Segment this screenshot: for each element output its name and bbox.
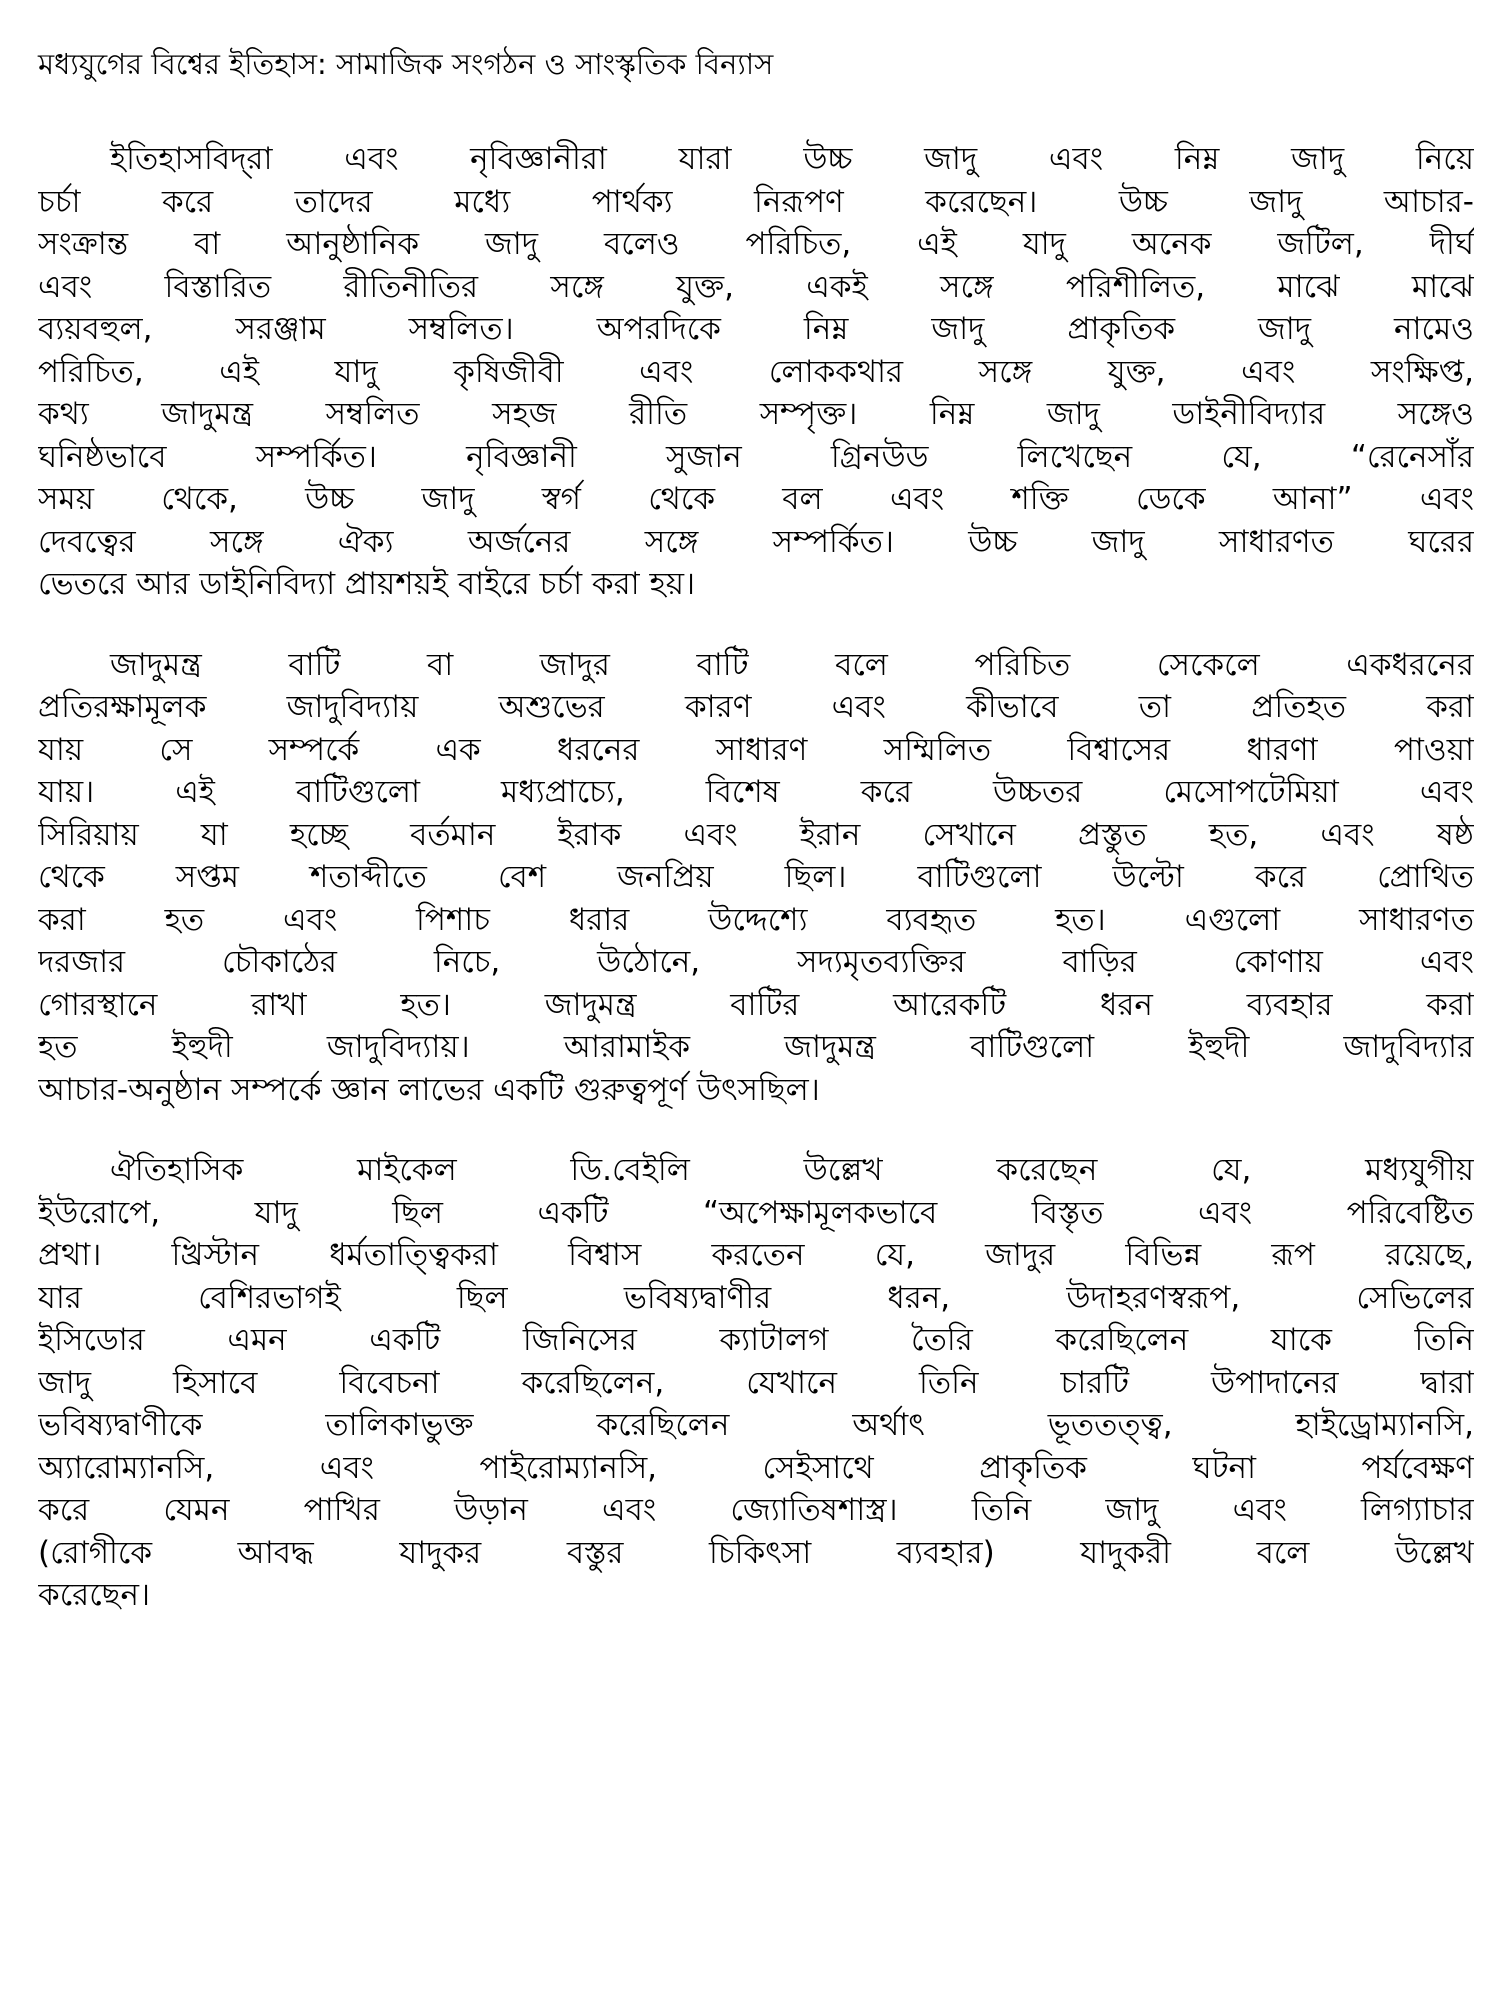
text-line: দরজার চৌকাঠের নিচে, উঠোনে, সদ্যমৃতব্যক্তির বাড়ির কোণায় এবং [38,944,1474,980]
text-line: সংক্রান্ত বা আনুষ্ঠানিক জাদু বলেও পরিচিত, এই যাদু অনেক জটিল, দীর্ঘ [38,226,1474,262]
text-line: গোরস্থানে রাখা হত। জাদুমন্ত্র বাটির আরেকটি ধরন ব্যবহার করা [38,986,1474,1023]
text-line: ঘনিষ্ঠভাবে সম্পর্কিত। নৃবিজ্ঞানী সুজান গ্রিনউড লিখেছেন যে, “রেনেসাঁর [38,438,1474,475]
text-line: ঐতিহাসিক মাইকেল ডি.বেইলি উল্লেখ করেছেন যে, মধ্যযুগীয় [110,1152,1474,1188]
paragraph [38,138,1474,606]
document-body [38,138,1474,1617]
text-line: আচার-অনুষ্ঠান সম্পর্কে জ্ঞান লাভের একটি গুরুত্বপূর্ণ উৎসছিল। [38,1071,820,1108]
document-title: মধ্যযুগের বিশ্বের ইতিহাস: সামাজিক সংগঠন ও সাংস্কৃতিক বিন্যাস [38,47,774,81]
text-line: থেকে সপ্তম শতাব্দীতে বেশ জনপ্রিয় ছিল। বাটিগুলো উল্টো করে প্রোথিত [38,859,1474,895]
document-page [38,40,1474,1655]
text-line: জাদুমন্ত্র বাটি বা জাদুর বাটি বলে পরিচিত সেকেলে একধরনের [110,646,1474,683]
text-line: ইতিহাসবিদ্‌রা এবং নৃবিজ্ঞানীরা যারা উচ্চ জাদু এবং নিম্ন জাদু নিয়ে [110,141,1474,177]
text-line: পরিচিত, এই যাদু কৃষিজীবী এবং লোককথার সঙ্গে যুক্ত, এবং সংক্ষিপ্ত, [38,353,1474,390]
text-line: হত ইহুদী জাদুবিদ্যায়। আরামাইক জাদুমন্ত্র বাটিগুলো ইহুদী জাদুবিদ্যার [38,1029,1474,1065]
text-line: যার বেশিরভাগই ছিল ভবিষ্যদ্বাণীর ধরন, উদাহরণস্বরূপ, সেভিলের [38,1279,1474,1316]
text-line: দেবত্বের সঙ্গে ঐক্য অর্জনের সঙ্গে সম্পর্কিত। উচ্চ জাদু সাধারণত ঘরের [38,523,1474,560]
text-line: চর্চা করে তাদের মধ্যে পার্থক্য নিরূপণ করেছেন। উচ্চ জাদু আচার- [38,183,1474,220]
text-line: কথ্য জাদুমন্ত্র সম্বলিত সহজ রীতি সম্পৃক্ত। নিম্ন জাদু ডাইনীবিদ্যার সঙ্গেও [38,396,1474,432]
text-line: ভেতরে আর ডাইনিবিদ্যা প্রায়শয়ই বাইরে চর্চা করা হয়। [38,566,696,602]
text-line: অ্যারোম্যানসি, এবং পাইরোম্যানসি, সেইসাথে প্রাকৃতিক ঘটনা পর্যবেক্ষণ [38,1449,1474,1486]
text-line: ব্যয়বহুল, সরঞ্জাম সম্বলিত। অপরদিকে নিম্ন জাদু প্রাকৃতিক জাদু নামেও [38,311,1474,347]
text-line: করে যেমন পাখির উড়ান এবং জ্যোতিষশাস্ত্র। তিনি জাদু এবং লিগ্যাচার [38,1492,1474,1528]
text-line: ইউরোপে, যাদু ছিল একটি “অপেক্ষামূলকভাবে বিস্তৃত এবং পরিবেষ্টিত [38,1194,1474,1231]
text-line: যায়। এই বাটিগুলো মধ্যপ্রাচ্যে, বিশেষ করে উচ্চতর মেসোপটেমিয়া এবং [38,774,1474,810]
text-line: সময় থেকে, উচ্চ জাদু স্বর্গ থেকে বল এবং শক্তি ডেকে আনা” এবং [38,481,1474,517]
text-line: প্রথা। খ্রিস্টান ধর্মতাত্ত্বিকরা বিশ্বাস করতেন যে, জাদুর বিভিন্ন রূপ রয়েছে, [38,1237,1474,1273]
text-line: জাদু হিসাবে বিবেচনা করেছিলেন, যেখানে তিনি চারটি উপাদানের দ্বারা [38,1364,1474,1401]
text-line: প্রতিরক্ষামূলক জাদুবিদ্যায় অশুভের কারণ এবং কীভাবে তা প্রতিহত করা [38,689,1474,725]
text-line: (রোগীকে আবদ্ধ যাদুকর বস্তুর চিকিৎসা ব্যবহার) যাদুকরী বলে উল্লেখ [38,1534,1474,1571]
paragraph [38,1149,1474,1617]
text-line: ভবিষ্যদ্বাণীকে তালিকাভুক্ত করেছিলেন অর্থাৎ ভূততত্ত্ব, হাইড্রোম্যানসি, [38,1407,1474,1443]
text-line: করা হত এবং পিশাচ ধরার উদ্দেশ্যে ব্যবহৃত হত। এগুলো সাধারণত [38,901,1474,938]
text-line: সিরিয়ায় যা হচ্ছে বর্তমান ইরাক এবং ইরান সেখানে প্রস্তুত হত, এবং ষষ্ঠ [38,816,1474,853]
text-line: যায় সে সম্পর্কে এক ধরনের সাধারণ সম্মিলিত বিশ্বাসের ধারণা পাওয়া [38,731,1474,768]
text-line: করেছেন। [38,1577,151,1613]
text-line: এবং বিস্তারিত রীতিনীতির সঙ্গে যুক্ত, একই সঙ্গে পরিশীলিত, মাঝে মাঝে [38,268,1474,305]
text-line: ইসিডোর এমন একটি জিনিসের ক্যাটালগ তৈরি করেছিলেন যাকে তিনি [38,1322,1474,1358]
paragraph [38,644,1474,1112]
